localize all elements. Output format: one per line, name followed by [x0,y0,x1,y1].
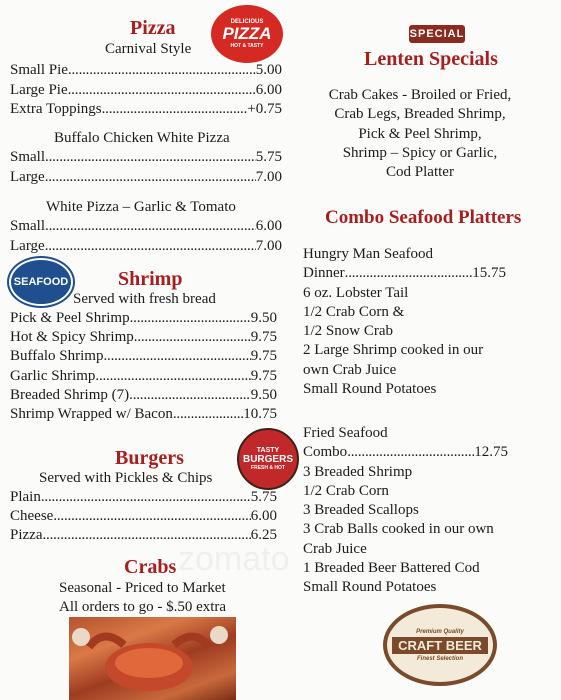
watermark: zomato [178,540,290,578]
item-price: 15.75 [472,265,506,282]
item-price: 9.75 [250,329,277,346]
lenten-list [300,86,540,182]
platter-line: 3 Crab Balls cooked in our own [303,521,494,538]
item-name: Buffalo Shrimp [10,348,104,365]
buffalo-pizza-heading: Buffalo Chicken White Pizza [54,130,230,146]
item-price: 12.75 [474,444,508,461]
lenten-line: Crab Cakes - Broiled or Fried, [328,87,512,103]
crabs-heading: Crabs [124,556,177,578]
list-item [10,489,277,508]
platter-line: 1/2 Crab Corn & [303,303,405,320]
item-price: 9.75 [250,348,277,365]
item-name: Small [10,218,46,234]
item-price: 9.50 [250,310,277,326]
list-item [10,387,277,406]
crab-icon [69,617,236,700]
platter-line: 3 Breaded Scallops [303,502,419,519]
burgers-subtitle: Served with Pickles & Chips [39,470,213,486]
item-price: 5.75 [250,489,277,505]
item-price: 6.00 [250,508,277,525]
burgers-logo-top: TASTY [256,447,280,454]
platter-line: 1/2 Snow Crab [303,323,393,340]
seafood-logo-text: SEAFOOD [13,276,69,288]
pizza-logo-bottom: HOT & TASTY [230,43,264,49]
seafood-logo [9,258,73,306]
item-name: Shrimp Wrapped w/ Bacon [10,405,173,422]
craft-beer-logo [383,604,497,686]
hungry-man-platter [303,245,518,399]
burgers-logo-text: BURGERS [242,454,293,465]
lenten-line: Cod Platter [386,164,454,181]
burgers-list [10,489,277,547]
lenten-line: Pick & Peel Shrimp, [358,125,482,142]
pizza-logo-text: PIZZA [222,24,272,43]
item-name: Hot & Spicy Shrimp [10,329,134,346]
list-item [10,508,277,527]
crab-photo [69,617,236,700]
burgers-logo [237,428,299,490]
platter-line: 6 oz. Lobster Tail [303,284,409,301]
craft-beer-bottom: Finest Selection [416,655,463,662]
item-price: 5.75 [255,149,282,165]
platter-line: own Crab Juice [303,361,397,378]
item-name: Combo [303,444,348,461]
item-price: 6.25 [250,527,277,544]
item-price: +0.75 [247,101,282,117]
platter-line: 1 Breaded Beer Battered Cod [303,560,480,577]
item-price: 7.00 [255,237,282,254]
special-badge: SPECIAL [409,25,465,43]
pizza-logo [211,5,283,63]
pizza-logo-top: DELICIOUS [230,19,264,25]
burgers-heading: Burgers [115,447,184,469]
item-name: Large [10,237,45,254]
fried-seafood-title: Fried Seafood [303,425,388,441]
item-name: Pick & Peel Shrimp [10,310,130,326]
crabs-line1: Seasonal - Priced to Market [59,580,226,596]
list-item [10,82,282,102]
list-item [10,368,277,387]
pizza-list [10,62,282,121]
item-name: Large Pie [10,81,68,98]
item-name: Small [10,149,46,165]
item-name: Large [10,168,45,185]
list-item [10,310,277,329]
hungry-man-title: Hungry Man Seafood [303,246,433,262]
list-item [10,348,277,367]
craft-beer-top: Premium Quality [416,628,464,635]
white-pizza-heading: White Pizza – Garlic & Tomato [46,199,236,215]
item-price: 6.00 [255,81,282,98]
hungry-man-price-line [303,264,506,283]
item-name: Plain [10,489,41,505]
shrimp-list [10,310,277,425]
item-name: Dinner [303,265,345,282]
list-item [10,406,277,425]
lenten-line: Shrimp – Spicy or Garlic, [342,144,498,161]
platter-line: Small Round Potatoes [303,381,437,398]
craft-beer-text: CRAFT BEER [392,637,488,654]
platter-line: 2 Large Shrimp cooked in our [303,342,484,359]
item-price: 9.50 [250,386,277,403]
item-name: Breaded Shrimp (7) [10,386,130,403]
fried-seafood-platter [303,424,523,598]
item-price: 6.00 [255,218,282,234]
item-name: Pizza [10,527,43,544]
white-pizza-list [10,218,282,257]
item-name: Extra Toppings [10,101,102,117]
fried-seafood-price-line [303,443,508,462]
shrimp-heading: Shrimp [118,268,183,290]
list-item [10,329,277,348]
pizza-style: Carnival Style [105,41,192,57]
burgers-logo-bottom: FRESH & HOT [251,465,285,471]
list-item [10,218,282,238]
list-item [10,101,282,121]
item-name: Small Pie [10,62,68,78]
platter-line: Crab Juice [303,540,367,557]
lenten-heading: Lenten Specials [364,48,498,70]
list-item [10,149,282,169]
platter-line: 1/2 Crab Corn [303,482,389,499]
buffalo-pizza-list [10,149,282,188]
platter-line: Small Round Potatoes [303,579,437,596]
pizza-heading: Pizza [130,17,176,39]
shrimp-subtitle: Served with fresh bread [73,291,216,307]
item-name: Cheese [10,508,54,525]
combo-heading: Combo Seafood Platters [325,207,522,228]
item-price: 7.00 [255,168,282,185]
item-price: 5.00 [255,62,282,78]
list-item [10,62,282,82]
item-name: Garlic Shrimp [10,367,96,384]
list-item [10,169,282,189]
crabs-line2: All orders to go - $.50 extra [59,599,227,615]
list-item [10,238,282,258]
platter-line: 3 Breaded Shrimp [303,463,413,480]
lenten-line: Crab Legs, Breaded Shrimp, [334,106,506,123]
item-price: 9.75 [250,367,277,384]
item-price: 10.75 [243,405,277,422]
